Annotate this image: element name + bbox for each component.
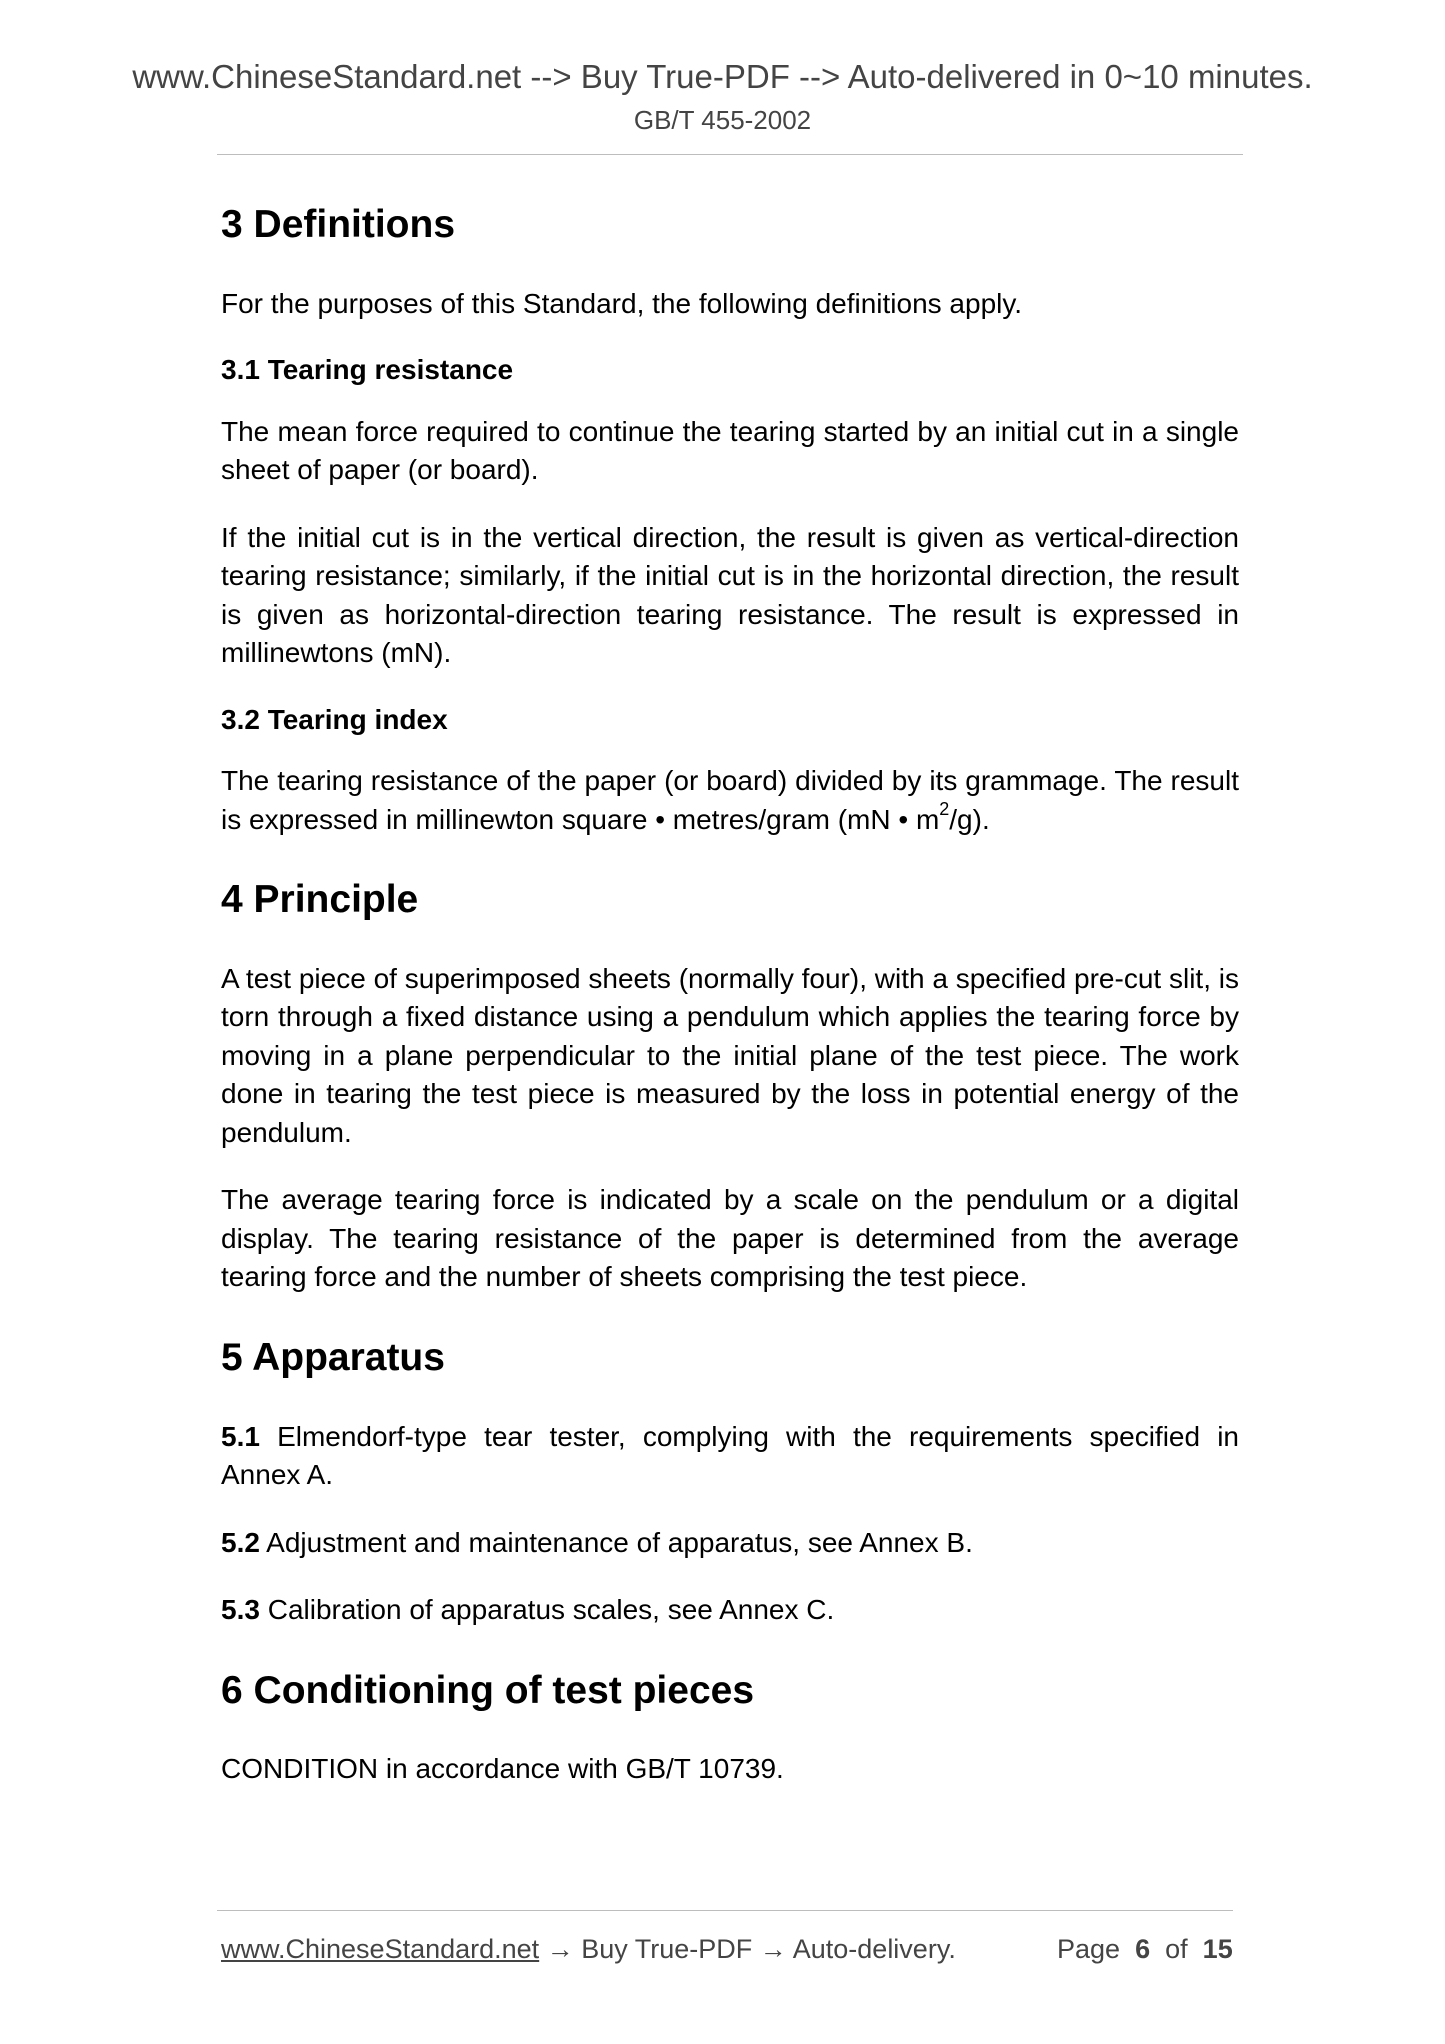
- footer-tagline: → Buy True-PDF → Auto-delivery.: [539, 1934, 956, 1964]
- section-3-1-title: 3.1 Tearing resistance: [221, 354, 514, 386]
- superscript-2: 2: [939, 799, 950, 820]
- section-5-item-3: [221, 1591, 1239, 1630]
- footer-site-link[interactable]: www.ChineseStandard.net: [221, 1934, 540, 1964]
- item-number: 5.2: [221, 1526, 260, 1558]
- footer-divider: [217, 1910, 1233, 1911]
- header-banner: www.ChineseStandard.net --> Buy True-PDF --> Auto-delivered in 0~10 minutes.: [132, 58, 1313, 95]
- section-3-title: 3 Definitions: [221, 203, 456, 246]
- page-number: [1057, 1934, 1233, 1965]
- section-3-2-text-a: The tearing resistance of the paper (or board) divided by its grammage. The result is expressed in millinewton square • metres/gram (mN • m: [221, 765, 1239, 835]
- section-4-paragraph-1: A test piece of superimposed sheets (normally four), with a specified pre-cut slit, is torn through a fixed distance using a pendulum which applies the tearing force by moving in a plane perpendicular to the initial plane of the test piece. The work done in tearing the test piece is measured by the loss in potential energy of the pendulum.: [221, 962, 1239, 1148]
- section-4-title: 4 Principle: [221, 878, 419, 922]
- header-divider: [217, 154, 1243, 155]
- section-3-1-paragraph-2: If the initial cut is in the vertical direction, the result is given as vertical-direction tearing resistance; similarly, if the initial cut is in the horizontal direction, the result is given as horizontal-direction tearing resistance. The result is expressed in millinewtons (mN).: [221, 521, 1239, 669]
- section-4-paragraph-2: The average tearing force is indicated by a scale on the pendulum or a digital display. The tearing resistance of the paper is determined from the average tearing force and the number of sheets comprising the test piece.: [221, 1184, 1239, 1293]
- item-number: 5.3: [221, 1594, 260, 1626]
- item-text: Elmendorf-type tear tester, complying with the requirements specified in Annex A.: [221, 1420, 1239, 1491]
- page-total: 15: [1202, 1934, 1233, 1964]
- footer-links: [221, 1934, 956, 1965]
- section-5-title: 5 Apparatus: [221, 1335, 445, 1379]
- section-6-paragraph-1: CONDITION in accordance with GB/T 10739.: [221, 1753, 784, 1785]
- section-5-item-1: [221, 1418, 1239, 1495]
- item-number: 5.1: [221, 1420, 260, 1452]
- item-text: Calibration of apparatus scales, see Annex C.: [259, 1594, 835, 1626]
- section-3-2-title: 3.2 Tearing index: [221, 703, 448, 735]
- main-content: [221, 190, 1239, 1818]
- page-of: of: [1165, 1934, 1188, 1964]
- section-3-intro: For the purposes of this Standard, the following definitions apply.: [221, 287, 1023, 319]
- section-3-2-text-b: /g).: [949, 803, 990, 835]
- item-text: Adjustment and maintenance of apparatus, see Annex B.: [259, 1526, 973, 1558]
- page-label: Page: [1057, 1934, 1121, 1964]
- section-3-2-paragraph-1: [221, 762, 1239, 839]
- section-3-1-paragraph-1: The mean force required to continue the tearing started by an initial cut in a single sheet of paper (or board).: [221, 415, 1239, 486]
- header-standard-id: GB/T 455-2002: [633, 105, 812, 135]
- section-6-title: 6 Conditioning of test pieces: [221, 1668, 755, 1712]
- section-5-item-2: [221, 1524, 1239, 1563]
- page-current: 6: [1135, 1934, 1151, 1964]
